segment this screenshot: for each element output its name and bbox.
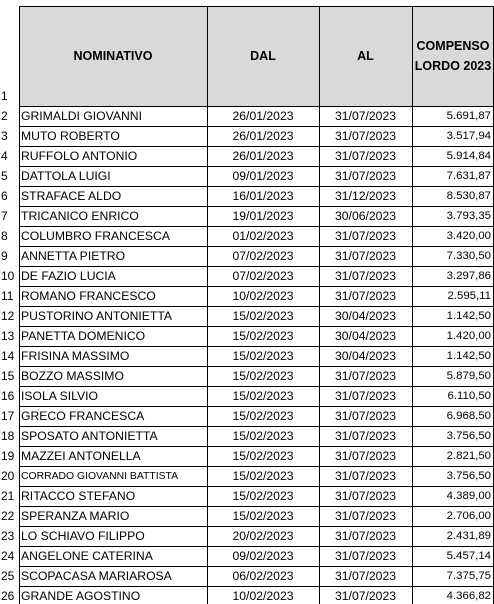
cell-compenso[interactable]: 5.457,14 [446,550,491,562]
cell-dal[interactable]: 07/02/2023 [232,249,294,263]
header-dal[interactable]: DAL [207,6,319,106]
grid-line [19,466,494,467]
cell-nominativo[interactable]: ROMANO FRANCESCO [21,289,156,303]
cell-compenso[interactable]: 1.142,50 [446,310,491,322]
cell-al[interactable]: 31/12/2023 [335,189,396,203]
row-number[interactable]: 10 [1,269,15,283]
cell-nominativo[interactable]: ANGELONE CATERINA [21,549,153,563]
cell-al[interactable]: 31/07/2023 [335,509,396,523]
grid-line [19,586,494,587]
cell-compenso[interactable]: 1.142,50 [446,350,491,362]
cell-compenso[interactable]: 7.375,75 [446,570,491,582]
grid-line [19,526,494,527]
cell-al[interactable]: 31/07/2023 [335,269,396,283]
cell-nominativo[interactable]: ISOLA SILVIO [21,389,98,403]
cell-compenso[interactable]: 2.595,11 [447,290,491,302]
cell-nominativo[interactable]: FRISINA MASSIMO [21,349,130,363]
row-number[interactable]: 12 [1,309,15,323]
cell-nominativo[interactable]: SPOSATO ANTONIETTA [21,429,158,443]
grid-line [19,186,494,187]
grid-line [19,6,494,7]
cell-compenso[interactable]: 3.756,50 [446,470,491,482]
row-number[interactable]: 13 [1,329,15,343]
row-number[interactable]: 14 [1,349,15,363]
cell-al[interactable]: 31/07/2023 [335,529,396,543]
cell-dal[interactable]: 26/01/2023 [232,129,294,143]
cell-nominativo[interactable]: MAZZEI ANTONELLA [21,449,141,463]
cell-nominativo[interactable]: PANETTA DOMENICO [21,329,146,343]
cell-dal[interactable]: 09/02/2023 [232,549,294,563]
cell-al[interactable]: 31/07/2023 [335,409,396,423]
cell-nominativo[interactable]: GRECO FRANCESCA [21,409,145,423]
cell-compenso[interactable]: 2.821,50 [446,450,491,462]
row-number[interactable]: 2 [1,109,8,123]
cell-compenso[interactable]: 6.968,50 [446,410,491,422]
row-number[interactable]: 7 [1,209,8,223]
grid-line [19,166,494,167]
row-number[interactable]: 25 [1,569,15,583]
cell-compenso[interactable]: 3.756,50 [446,430,491,442]
header-al[interactable]: AL [319,6,412,106]
grid-line [19,486,494,487]
grid-line [207,6,208,604]
cell-al[interactable]: 30/04/2023 [335,349,396,363]
row-number[interactable]: 20 [1,469,15,483]
cell-dal[interactable]: 15/02/2023 [232,449,294,463]
row-number[interactable]: 15 [1,369,15,383]
cell-al[interactable]: 31/07/2023 [335,149,396,163]
cell-nominativo[interactable]: CORRADO GIOVANNI BATTISTA [21,470,179,482]
grid-line [319,6,320,604]
grid-line [19,306,494,307]
cell-al[interactable]: 31/07/2023 [335,429,396,443]
cell-al[interactable]: 30/04/2023 [335,309,396,323]
cell-dal[interactable]: 26/01/2023 [232,149,294,163]
grid-line [19,446,494,447]
row-number[interactable]: 21 [1,489,15,503]
cell-al[interactable]: 31/07/2023 [335,549,396,563]
cell-compenso[interactable]: 3.517,94 [446,130,491,142]
cell-nominativo[interactable]: RUFFOLO ANTONIO [21,149,138,163]
cell-nominativo[interactable]: LO SCHIAVO FILIPPO [21,529,145,543]
cell-al[interactable]: 31/07/2023 [335,449,396,463]
grid-line [19,546,494,547]
grid-line [19,226,494,227]
cell-dal[interactable]: 26/01/2023 [232,109,294,123]
grid-line [19,506,494,507]
cell-nominativo[interactable]: MUTO ROBERTO [21,129,120,143]
cell-compenso[interactable]: 7.330,50 [446,250,491,262]
cell-al[interactable]: 31/07/2023 [335,389,396,403]
cell-nominativo[interactable]: PUSTORINO ANTONIETTA [21,309,173,323]
cell-nominativo[interactable]: STRAFACE ALDO [21,189,122,203]
cell-nominativo[interactable]: GRANDE AGOSTINO [21,589,141,603]
cell-al[interactable]: 31/07/2023 [335,469,396,483]
cell-nominativo[interactable]: DE FAZIO LUCIA [21,269,116,283]
cell-compenso[interactable]: 8.530,87 [446,190,491,202]
cell-nominativo[interactable]: GRIMALDI GIOVANNI [21,109,142,123]
cell-nominativo[interactable]: TRICANICO ENRICO [21,209,139,223]
cell-al[interactable]: 31/07/2023 [335,289,396,303]
grid-line [19,366,494,367]
cell-dal[interactable]: 09/01/2023 [232,169,294,183]
row-number[interactable]: 24 [1,549,15,563]
cell-compenso[interactable]: 4.389,00 [446,490,491,502]
grid-line [19,286,494,287]
row-number[interactable]: 1 [1,89,8,103]
cell-dal[interactable]: 01/02/2023 [232,229,294,243]
grid-line [19,326,494,327]
row-number[interactable]: 11 [1,289,14,303]
cell-nominativo[interactable]: SCOPACASA MARIAROSA [21,569,172,583]
grid-line [19,206,494,207]
cell-compenso[interactable]: 5.691,87 [446,110,491,122]
row-number[interactable]: 26 [1,589,15,603]
grid-line [19,406,494,407]
cell-dal[interactable]: 15/02/2023 [232,429,294,443]
row-number[interactable]: 16 [1,389,15,403]
grid-line [19,266,494,267]
row-number[interactable]: 22 [1,509,15,523]
row-number[interactable]: 5 [1,169,8,183]
cell-nominativo[interactable]: BOZZO MASSIMO [21,369,124,383]
row-number[interactable]: 18 [1,429,15,443]
cell-al[interactable]: 31/07/2023 [335,569,396,583]
header-compenso-line2: LORDO 2023 [414,59,492,73]
grid-line [19,106,494,107]
cell-al[interactable]: 30/04/2023 [335,329,396,343]
cell-al[interactable]: 31/07/2023 [335,369,396,383]
cell-al[interactable]: 31/07/2023 [335,169,396,183]
grid-line [19,386,494,387]
row-number[interactable]: 8 [1,229,8,243]
row-number[interactable]: 6 [1,189,8,203]
cell-al[interactable]: 31/07/2023 [335,589,396,603]
cell-compenso[interactable]: 3.297,86 [446,270,491,282]
row-number[interactable]: 4 [1,149,8,163]
header-nominativo[interactable]: NOMINATIVO [19,6,207,106]
cell-nominativo[interactable]: SPERANZA MARIO [21,509,130,523]
cell-dal[interactable]: 15/02/2023 [232,349,294,363]
cell-dal[interactable]: 15/02/2023 [232,389,294,403]
grid-line [19,246,494,247]
cell-al[interactable]: 31/07/2023 [335,109,396,123]
cell-dal[interactable]: 06/02/2023 [232,569,294,583]
cell-compenso[interactable]: 3.793,35 [446,210,491,222]
grid-line [412,6,413,604]
cell-compenso[interactable]: 2.706,00 [446,510,491,522]
grid-line [19,126,494,127]
cell-al[interactable]: 31/07/2023 [335,229,396,243]
cell-dal[interactable]: 16/01/2023 [232,189,294,203]
cell-compenso[interactable]: 5.879,50 [446,370,491,382]
cell-compenso[interactable]: 2.431,89 [446,530,491,542]
row-number[interactable]: 23 [1,529,15,543]
cell-dal[interactable]: 20/02/2023 [232,529,294,543]
grid-line [19,346,494,347]
cell-compenso[interactable]: 5.914,84 [446,150,491,162]
grid-line [19,146,494,147]
cell-compenso[interactable]: 1.420,00 [446,330,491,342]
row-number[interactable]: 9 [1,249,8,263]
cell-nominativo[interactable]: RITACCO STEFANO [21,489,136,503]
header-compenso-line1: COMPENSO [416,39,490,53]
cell-al[interactable]: 31/07/2023 [335,489,396,503]
grid-line [19,566,494,567]
cell-dal[interactable]: 10/02/2023 [232,289,294,303]
cell-dal[interactable]: 10/02/2023 [232,589,294,603]
cell-al[interactable]: 30/06/2023 [335,209,396,223]
grid-line [19,6,20,604]
row-number[interactable]: 17 [1,409,15,423]
cell-dal[interactable]: 15/02/2023 [232,509,294,523]
cell-dal[interactable]: 15/02/2023 [232,469,294,483]
grid-line [19,426,494,427]
cell-dal[interactable]: 15/02/2023 [232,309,294,323]
cell-dal[interactable]: 15/02/2023 [232,329,294,343]
cell-compenso[interactable]: 3.420,00 [446,230,491,242]
cell-dal[interactable]: 15/02/2023 [232,409,294,423]
cell-nominativo[interactable]: COLUMBRO FRANCESCA [21,229,170,243]
cell-dal[interactable]: 07/02/2023 [232,269,294,283]
cell-dal[interactable]: 15/02/2023 [232,369,294,383]
cell-compenso[interactable]: 4.366,82 [446,590,491,602]
cell-dal[interactable]: 19/01/2023 [232,209,294,223]
cell-nominativo[interactable]: ANNETTA PIETRO [21,249,126,263]
cell-al[interactable]: 31/07/2023 [335,249,396,263]
row-number[interactable]: 3 [1,129,8,143]
header-compenso[interactable] [412,6,494,106]
cell-nominativo[interactable]: DATTOLA LUIGI [21,169,111,183]
cell-al[interactable]: 31/07/2023 [335,129,396,143]
cell-compenso[interactable]: 7.631,87 [446,170,491,182]
row-number[interactable]: 19 [1,449,15,463]
cell-compenso[interactable]: 6.110,50 [447,390,491,402]
cell-dal[interactable]: 15/02/2023 [232,489,294,503]
